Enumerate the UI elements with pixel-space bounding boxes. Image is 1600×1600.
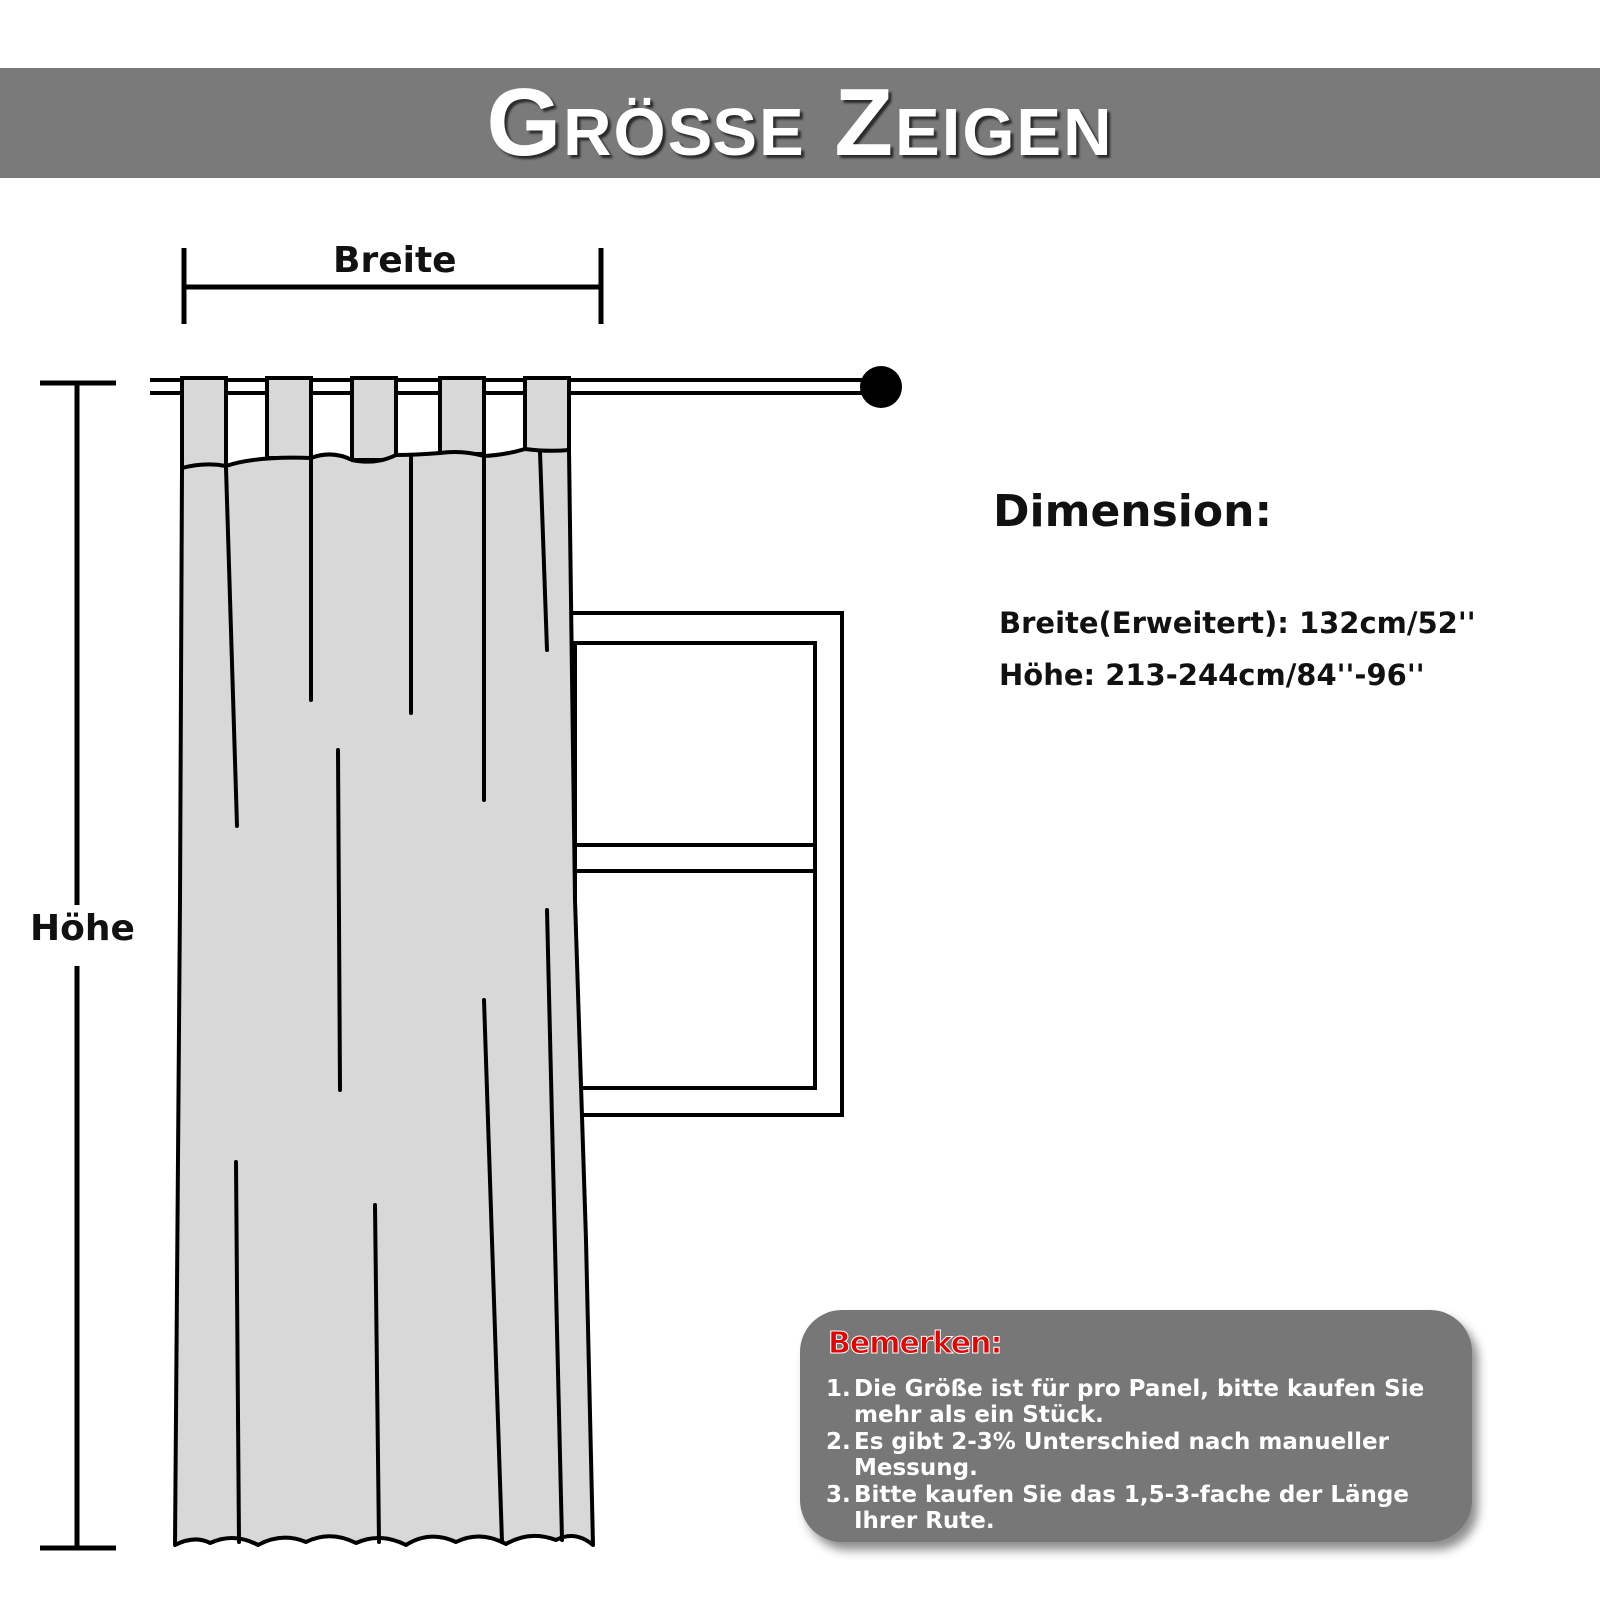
note-item — [826, 1429, 1466, 1481]
width-label: Breite — [333, 240, 457, 281]
note-number: 2. — [826, 1429, 851, 1455]
window-frame — [570, 613, 842, 1115]
note-text: Es gibt 2-3% Unterschied nach manueller Messung. — [854, 1429, 1389, 1481]
notes-list — [826, 1376, 1466, 1535]
dimension-height: Höhe: 213-244cm/84''-96'' — [999, 658, 1425, 692]
banner-title: Größe Zeigen — [486, 69, 1114, 176]
note-item — [826, 1482, 1466, 1534]
height-measure-line — [40, 383, 116, 1548]
rod-finial — [860, 366, 902, 408]
note-item — [826, 1376, 1466, 1428]
height-label: Höhe — [30, 908, 135, 949]
note-number: 3. — [826, 1482, 851, 1508]
note-text: Die Größe ist für pro Panel, bitte kaufen Sie mehr als ein Stück. — [854, 1376, 1425, 1428]
dimension-title: Dimension: — [993, 486, 1273, 537]
dimension-width: Breite(Erweitert): 132cm/52'' — [999, 606, 1476, 640]
notes-box — [800, 1310, 1472, 1542]
note-number: 1. — [826, 1376, 851, 1402]
notes-title: Bemerken: — [828, 1326, 1002, 1361]
note-text: Bitte kaufen Sie das 1,5-3-fache der Länge Ihrer Rute. — [854, 1482, 1409, 1534]
